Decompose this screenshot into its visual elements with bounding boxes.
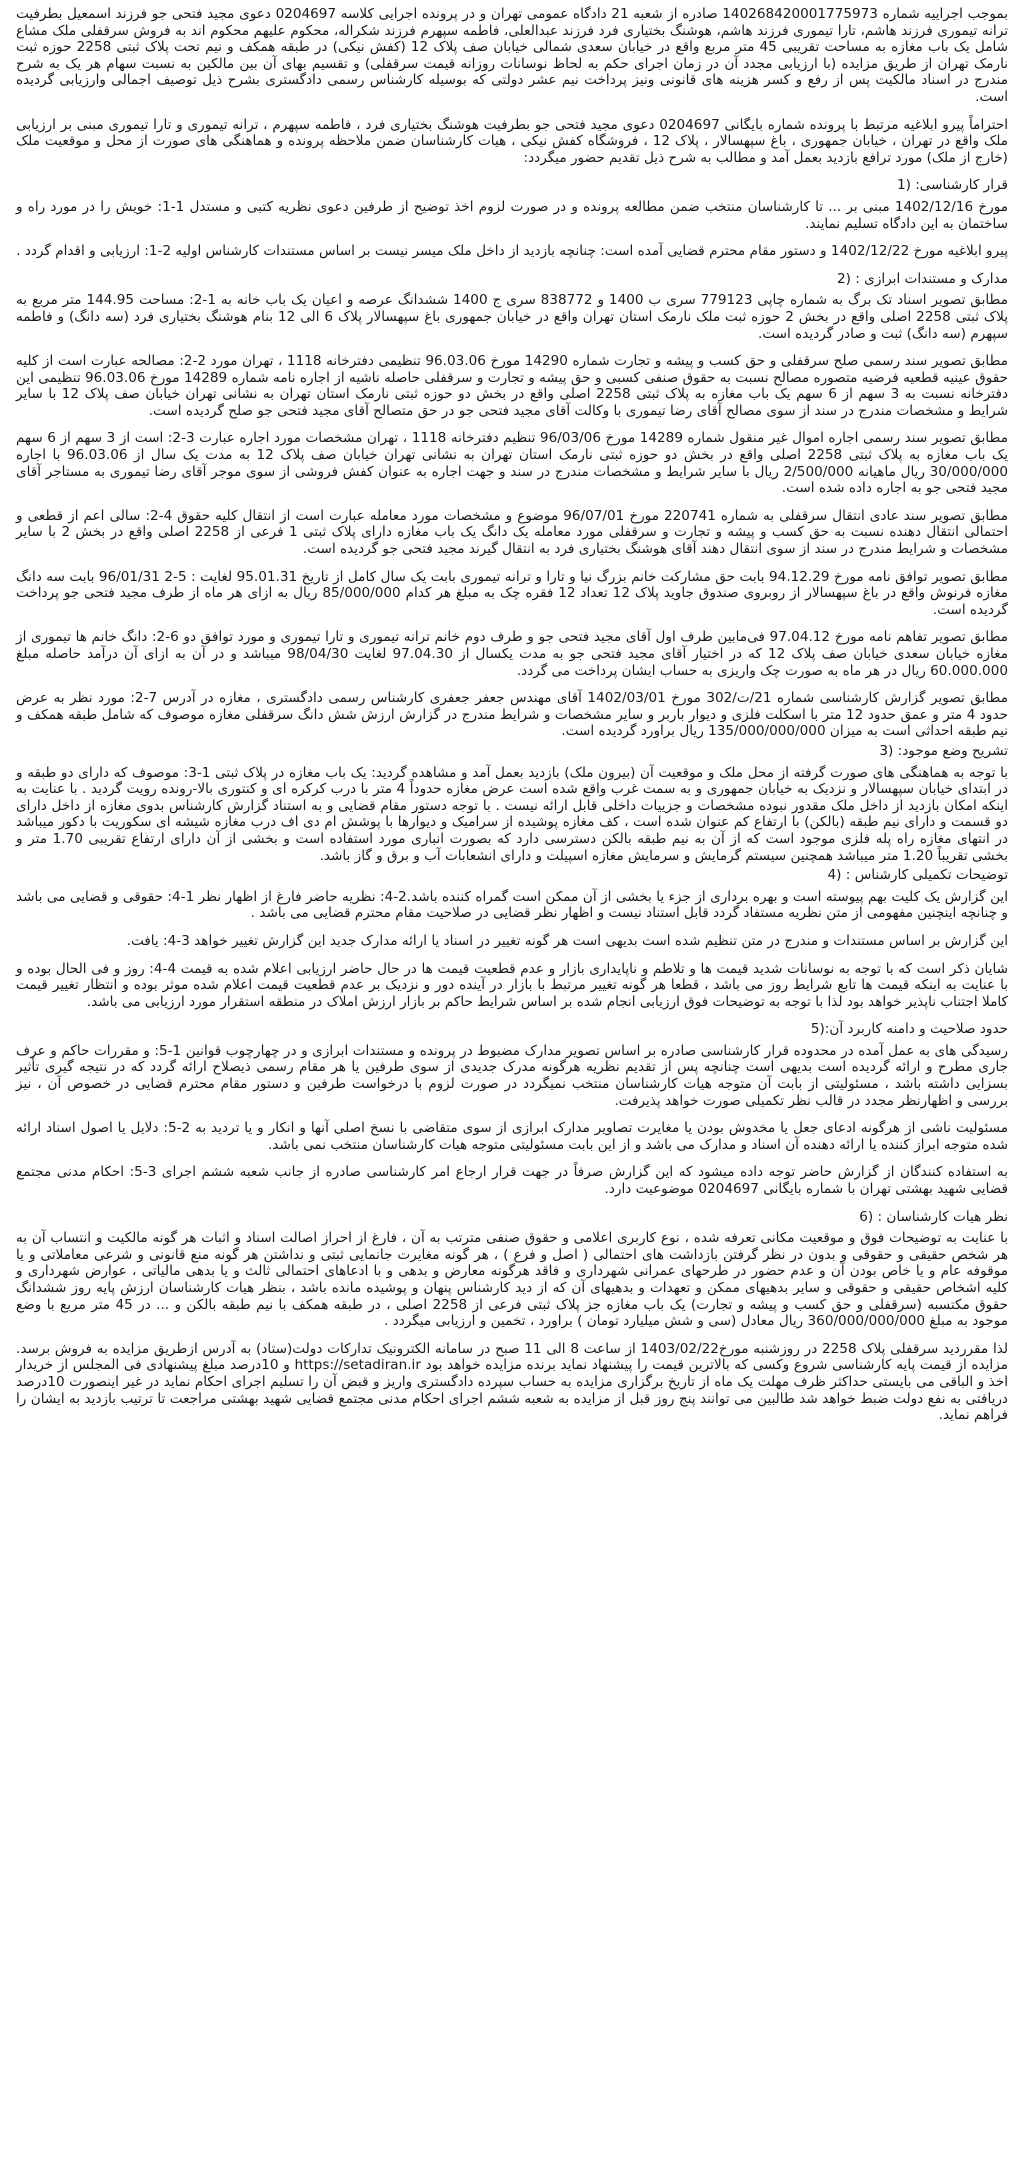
section-4-paragraph-3: شایان ذکر است که با توجه به نوسانات شدید قیمت ها و تلاطم و ناپایداری بازار و عدم قطعیت قیمت ها در حال حاضر ارزیابی اعلام شده به قیمت 4-4: روز و فی الحال بوده و با عنایت به اینکه قیمت ها تابع شرایط روز می باشد ، قطعا هر گونه تغییر مرتبط با بازار در آینده دور و نزدیک بر عدم قطعیت قیمت اعلام شده موثر بوده و انتظار تغییر قیمت کاملا اجتناب ناپذیر خواهد بود لذا با توجه به توضیحات فوق ارزیابی انجام شده بر اساس شرایط حاکم بر بازار ارزش املاک در منطقه استقرار مورد ارزیابی می باشد. xyxy=(16,960,1008,1010)
section-2-paragraph-7: مطابق تصویر گزارش کارشناسی شماره 21/ت/302 مورخ 1402/03/01 آقای مهندس جعفر جعفری کارشناس رسمی دادگستری ، مغازه در آدرس 7-2: مورد نظر به عرض حدود 4 متر و عمق حدود 12 متر با اسکلت فلزی و دیوار باربر و سایر مشخصات و شرایط مندرج در گزارش ارزش شش دانگ سرقفلی مغازه موصوف که شامل طبقه همکف و نیم طبقه احداثی است به میزان 135/000/000/000 ریال براورد گردیده است. xyxy=(16,690,1008,740)
section-6-heading: نظر هیات کارشناسان : (6 xyxy=(859,1208,1008,1225)
section-3-paragraph-1: با توجه به هماهنگی های صورت گرفته از محل ملک و موقعیت آن (بیرون ملک) بازدید بعمل آمد و مشاهده گردید: یک باب مغازه در پلاک ثبتی 1-3: موصوف که دارای دو طبقه و در ابتدای خیابان سپهسالار و نزدیک به خیابان جمهوری و به سمت غرب واقع شده است عرض مغازه حدوداً 4 متر با درب کرکره ای و کنتوری بالا-رونده رویت گردید . با عنایت به اینکه امکان بازدید از داخل ملک مقدور نبوده مشخصات و جزییات داخلی قابل ارائه نیست . با توجه دستور مقام قضایی و به استناد گزارش کارشناس بدوی مغازه از داخل دارای دو قسمت و دارای نیم طبقه (بالکن) با ارتفاع کم عنوان شده است ، کف مغازه پوشیده از سرامیک و دیوارها با پوشش ام دی اف درب مغازه شیشه ای سکوریت با دکور میباشد در انتهای مغازه راه پله فلزی موجود است که از آن به نیم طبقه بالکن دسترسی دارد که بصورت انباری مورد استفاده است و بخشی از آن دارای ارتفاع تقریبی 1.70 متر و بخشی تقریباً 1.20 متر میباشد همچنین سیستم گرمایش و سرمایش مغازه اسپیلت و دارای انشعابات آب و برق و گاز باشد. xyxy=(16,764,1009,864)
section-2-paragraph-6: مطابق تصویر تفاهم نامه مورخ 97.04.12 فی‌مابین طرف اول آقای مجید فتحی جو و طرف دوم خانم ترانه تیموری و تارا تیموری و مورد توافق دو 6-2: دانگ خانم ها تیموری از مغازه خیابان سعدی خیابان صف پلاک 12 که در اختیار آقای مجید فتحی جو به مدت یکسال از 97.04.30 لغایت 98/04/30 میباشد و در آن به ازای آن درآمد حاصله مبلغ 60.000.000 ریال در هر ماه به صورت چک واریزی به حساب ایشان پرداخت می گردد. xyxy=(16,629,1009,679)
section-1-heading: قرار کارشناسی: (1 xyxy=(896,177,1008,194)
section-2-paragraph-4: مطابق تصویر سند عادی انتقال سرقفلی به شماره 220741 مورخ 96/07/01 موضوع و مشخصات مورد معامله عبارت است از انتقال کلیه حقوق 4-2: سالی اعم از قطعی و احتمالی انتقال دهنده نسبت به حق کسب و پیشه و تجارت و سرقفلی مورد معامله یک دانگ یک باب مغازه دارای پلاک ثبتی 1 فرعی از 2258 اصلی واقع در بخش 2 با سایر مشخصات و شرایط مندرج در سند از سوی انتقال دهند آقای هوشنگ بختیاری فرد به انتقال گیرند مجید فتحی جو گردیده است. xyxy=(16,507,1008,558)
addressee-paragraph: احتراماً پیرو ابلاغیه مرتبط با پرونده شماره بایگانی 0204697 دعوی مجید فتحی جو بطرفیت هوشنگ بختیاری فرد ، فاطمه سپهرم ، ترانه تیموری و تارا تیموری مبنی بر ارزیابی ملک واقع در تهران ، خیابان جمهوری ، باغ سپهسالار ، پلاک 12 ، فروشگاه کفش نیکی ، هیات کارشناسان ضمن ملاحظه پرونده و هماهنگی های صورت از محل و موقعیت ملک (خارج از ملک) مورد ترافع بازدید بعمل آمد و مطالب به شرح ذیل تقدیم حضور میگردد: xyxy=(16,116,1009,166)
section-2-paragraph-1: مطابق تصویر اسناد تک برگ به شماره چاپی 779123 سری ب 1400 و 838772 سری ج 1400 ششدانگ عرصه و اعیان یک باب خانه به 1-2: مساحت 144.95 متر مربع به پلاک ثبتی 2258 اصلی واقع در بخش 2 حوزه ثبت ملک نارمک استان تهران واقع در خیابان جمهوری باغ سپهسالار پلاک 6 الی 12 بنام هوشنگ بختیاری فرد (سه دانگ) و فاطمه سپهرم (سه دانگ) ثبت و صادر گردیده است. xyxy=(16,292,1008,342)
section-2-paragraph-2: مطابق تصویر سند رسمی صلح سرقفلی و حق کسب و پیشه و تجارت شماره 14290 مورخ 96.03.06 تنظیمی دفترخانه 1118 ، تهران مورد 2-2: مصالحه عبارت است از کلیه حقوق عینیه قطعیه فرضیه متصوره مصالح نسبت به حقوق صنفی کسبی و حق پیشه و تجارت و سرقفلی حاصله ناشیه از اجاره نامه شماره 14289 مورخ 96.03.06 تنظیمی این دفترخانه نسبت به 3 سهم از 6 سهم یک باب مغازه به پلاک ثبتی 2258 اصلی واقع در بخش دو حوزه ثبتی نارمک استان تهران به نشانی تهران خیابان صف پلاک 12 با سایر شرایط و مشخصات مندرج در سند از سوی مصالح آقای رضا تیموری با وکالت آقای مجید فتحی جو در حق متصالح آقای مجید فتحی جو صلح گردیده است. xyxy=(16,353,1009,419)
section-3-heading: تشریح وضع موجود: (3 xyxy=(879,742,1008,759)
closing-paragraph: لذا مقرردید سرقفلی پلاک 2258 در روزشنبه مورخ1403/02/22 از ساعت 8 الی 11 صبح در سامانه الکترونیک تدارکات دولت(ستاد) به آدرس ازطریق مزایده به فروش برسد. مزایده از قیمت پایه کارشناسی شروع وکسی که بالاترین قیمت را پیشنهاد نماید برنده مزایده خواهد بود https://setadiran.ir و 10درصد مبلغ پیشنهادی فی المجلس از خریدار اخذ و الباقی می بایستی حداکثر ظرف مهلت یک ماه از تاریخ برگزاری مزایده به حساب سپرده دادگستری واریز و قبض آن را تسلیم اجرای احکام نماید در غیر اینصورت 10درصد دریافتی به نفع دولت ضبط خواهد شد طالبین می توانند پنج روز قبل از مزایده به شعبه ششم اجرای احکام مدنی مجتمع قضایی شهید بهشتی مراجعت تا ترتیب بازدید به ایشان را فراهم نماید. xyxy=(16,1340,1008,1424)
section-5-paragraph-3: به استفاده کنندگان از گزارش حاضر توجه داده میشود که این گزارش صرفاً در جهت قرار ارجاع امر کارشناسی صادره از جانب شعبه ششم اجرای 3-5: احکام مدنی مجتمع قضایی شهید بهشتی تهران با شماره بایگانی 0204697 موضوعیت دارد. xyxy=(16,1164,1008,1198)
section-4-paragraph-2: این گزارش بر اساس مستندات و مندرج در متن تنظیم شده است بدیهی است هر گونه تغییر در اسناد یا ارائه مدارک جدید این گزارش تغییر خواهد 3-4: یافت. xyxy=(126,932,1008,949)
section-5-heading: حدود صلاحیت و دامنه کاربرد آن:(5 xyxy=(810,1021,1008,1038)
section-4-paragraph-1: این گزارش یک کلیت بهم پیوسته است و بهره برداری از جزء یا بخشی از آن ممکن است گمراه کننده باشد.2-4: نظریه حاضر فارغ از اظهار نظر 1-4: حقوقی و قضایی می باشد و چنانچه اینچنین مفهومی از متن نظریه مستفاد گردد قابل استناد نیست و اظهار نظر قضایی در صلاحیت مقام محترم قضایی می باشد . xyxy=(16,888,1008,922)
section-6-paragraph-1: با عنایت به توضیحات فوق و موقعیت مکانی تعرفه شده ، نوع کاربری اعلامی و حقوق صنفی مترتب به آن ، فارغ از احراز اصالت اسناد و اثبات هر گونه مالکیت و انتساب آن به هر شخص حقیقی و حقوقی و بدون در نظر گرفتن بازداشت های احتمالی ( اصل و فرع ) ، هر گونه مغایرت جانمایی ثبتی و نداشتن هر گونه منع قانونی و شرعی معاملاتی و یا موقوفه عام و یا خاص بودن آن و عدم حضور در طرحهای عمرانی شهرداری و فاقد هرگونه معارض و بدهی و با ادعاهای احتمالی ثالث و یا بدهی مالیاتی ، عوارض شهرداری و کلیه اشخاص حقیقی و حقوقی و سایر بدهیهای ممکن و تعهدات و بدهیهای آن که از دید کارشناس پنهان و پوشیده مانده باشد ، بنظر هیات کارشناسان ارزش پایه روز ششدانگ حقوق مکتسبه (سرقفلی و حق کسب و پیشه و تجارت) یک باب مغازه جز پلاک ثبتی فرعی از 2258 اصلی ، در طبقه همکف با نیم طبقه بالکن و ... در 45 متر مربع با وضع موجود به مبلغ 360/000/000/000 ریال معادل (سی و شش میلیارد تومان ) براورد ، تخمین و ارزیابی میگردد . xyxy=(16,1230,1008,1330)
intro-paragraph: بموجب اجراییه شماره 140268420001775973 صادره از شعبه 21 دادگاه عمومی تهران و در پرونده اجرایی کلاسه 0204697 دعوی مجید فتحی جو فرزند اسمعیل بطرفیت ترانه تیموری فرزند هاشم، تارا تیموری فرزند هاشم، هوشنگ بختیاری فرد فرزند عبدالعلی، فاطمه سپهرم فرزند شکراله، محکوم علیهم محکوم اند به فروش سرقفلی ملک مشاع شامل یک باب مغازه به مساحت تقریبی 45 متر مربع واقع در خیابان سعدی شمالی خیابان صف پلاک 12 (کفش نیکی) در طبقه همکف و نیم تحت پلاک ثبتی 2258 حوزه ثبت نارمک تهران از طریق مزایده (با ارزیابی مجدد آن در زمان اجرای حکم به لحاظ نوسانات روزانه قیمت سرقفلی) و تقسیم بهای آن بین مالکین به نسبت سهام هر یک به شرح مندرج در اسناد مالکیت پس از رفع و کسر هزینه های قانونی ونیز پرداخت نیم عشر دولتی که بوسیله کارشناس رسمی دادگستری بشرح ذیل توصیف اجمالی وارزیابی گردیده است. xyxy=(16,6,1009,105)
section-2-paragraph-5: مطابق تصویر توافق نامه مورخ 94.12.29 بابت حق مشارکت خانم بزرگ نیا و تارا و ترانه تیموری بابت یک سال کامل از تاریخ 95.01.31 لغایت : 5-2 96/01/31 بابت سه دانگ مغازه فرنوش واقع در باغ سپهسالار از روبروی صندوق جاوید پلاک 12 تعداد 12 فقره چک به مبلغ هر کدام 85/000/000 ریال به ازای هر ماه از طرف مجید فتحی جو پرداخت گردیده است. xyxy=(16,568,1008,618)
section-2-paragraph-3: مطابق تصویر سند رسمی اجاره اموال غیر منقول شماره 14289 مورخ 96/03/06 تنظیم دفترخانه 1118 ، تهران مشخصات مورد اجاره عبارت 3-2: است از 3 سهم از 6 سهم یک باب مغازه به پلاک ثبتی 2258 اصلی واقع در بخش دو حوزه ثبتی نارمک استان تهران به نشانی تهران خیابان صف پلاک 12 به مدت یک سال از 96.03.06 با اجاره 30/000/000 ریال ماهیانه 2/500/000 ریال با سایر شرایط و مشخصات مندرج در سند و جهت اجاره به عنوان کفش فروشی از سوی موجر آقای رضا تیموری به مستاجر آقای مجید فتحی جو به اجاره داده شده است. xyxy=(16,430,1008,497)
section-5-paragraph-2: مسئولیت ناشی از هرگونه ادعای جعل یا مخدوش بودن یا مغایرت تصاویر مدارک ابرازی از سوی متقاضی با نسخ اصلی آنها و انکار و یا تردید به 2-5: دلایل یا اصول اسناد ارائه شده متوجه ابراز کننده یا ارائه دهنده آن اسناد و مدارک می باشد و از این بابت مسئولیتی متوجه هیات کارشناسان منتخب نمی باشد. xyxy=(16,1120,1008,1153)
section-2-heading: مدارک و مستندات ابرازی : (2 xyxy=(837,270,1008,287)
section-1-paragraph-1: مورخ 1402/12/16 مبنی بر ... تا کارشناسان منتخب ضمن مطالعه پرونده و در صورت لزوم اخذ توضیح از طرفین دعوی نظریه کتبی و مستدل 1-1: خویش را در مورد راه و ساختمان به این دادگاه تسلیم نمایند. xyxy=(16,198,1008,232)
section-1-paragraph-2: پیرو ابلاغیه مورخ 1402/12/22 و دستور مقام محترم قضایی آمده است: چنانچه بازدید از داخل ملک میسر نیست بر اساس مستندات کارشناس اولیه 2-1: ارزیابی و اقدام گردد . xyxy=(16,243,1008,260)
section-5-paragraph-1: رسیدگی های به عمل آمده در محدوده قرار کارشناسی صادره بر اساس تصویر مدارک مضبوط در پرونده و مستندات ابرازی و در چهارچوب قوانین 1-5: و مقررات حاکم و عرف جاری مطرح و ارائه گردیده است بدیهی است چنانچه پس از تقدیم نظریه هرگونه مدرک جدیدی از سوی طرفین یا هر مقام رسمی ذیصلاح ارائه گردد که در نتیجه گیری تأثیر بسزایی داشته باشد ، مسئولیتی از بابت آن متوجه هیات کارشناسان منتخب نمیگردد در صورت لزوم با درخواست طرفین و دستور مقام محترم قضایی در خصوص آن ، نیز بررسی و اظهارنظر مجدد در قالب نظر تکمیلی صورت خواهد پذیرفت. xyxy=(16,1042,1008,1109)
section-4-heading: توضیحات تکمیلی کارشناس : (4 xyxy=(827,867,1008,884)
